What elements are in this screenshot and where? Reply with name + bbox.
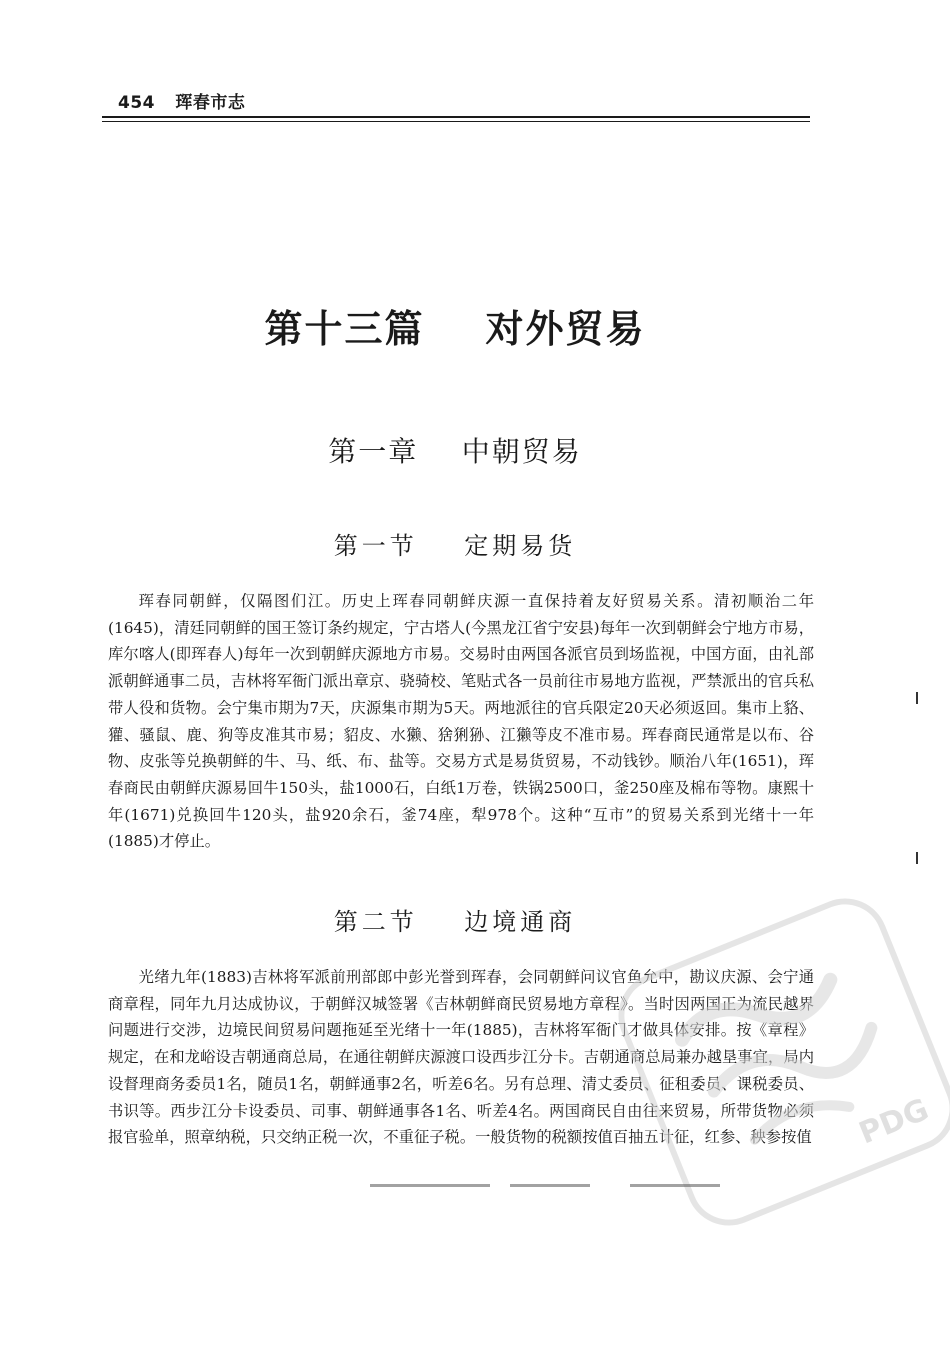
scan-artifact <box>370 1184 490 1187</box>
watermark-glyph-stroke <box>709 1016 882 1117</box>
watermark-glyph-stroke <box>751 1092 850 1145</box>
header-rule-thin <box>102 121 810 122</box>
scan-artifact <box>510 1184 590 1187</box>
scan-artifact <box>916 692 918 704</box>
page-number: 454 <box>118 93 155 113</box>
watermark-text: PDG <box>854 1092 934 1152</box>
running-header <box>118 88 245 113</box>
scan-artifact <box>916 852 918 864</box>
header-rule-thick <box>102 116 810 118</box>
watermark-glyph-stroke <box>677 967 839 1060</box>
chapter-title: 第一章 中朝贸易 <box>328 435 582 468</box>
section-2-paragraph: 光绪九年(1883)吉林将军派前刑部郎中彭光誉到珲春，会同朝鲜问议官鱼允中，勘议庆源、会宁通商章程，同年九月达成协议，于朝鲜汉城签署《吉林朝鲜商民贸易地方章程》。当时因两国正为流民越界问题进行交涉，边境民间贸易问题拖延至光绪十一年(1885)，吉林将军衙门才做具体安排。按《章程》规定，在和龙峪设吉朝通商总局，在通往朝鲜庆源渡口设西步江分卡。吉朝通商总局兼办越垦事宜，局内设督理商务委员1名，随员1名，朝鲜通事2名，听差6名。另有总理、清丈委员、征租委员、课税委员、书识等。西步江分卡设委员、司事、朝鲜通事各1名、听差4名。两国商民自由往来贸易，所带货物必须报官验单，照章纳税，只交纳正税一次，不重征子税。一般货物的税额按值百抽五计征，红参、秧参按值 <box>108 968 814 1147</box>
section-title-1: 第一节 定期易货 <box>333 532 577 560</box>
book-title: 珲春市志 <box>175 93 246 113</box>
part-title: 第十三篇 对外贸易 <box>264 307 646 351</box>
scan-artifact <box>630 1184 720 1187</box>
section-1-paragraph: 珲春同朝鲜，仅隔图们江。历史上珲春同朝鲜庆源一直保持着友好贸易关系。清初顺治二年(1645)，清廷同朝鲜的国王签订条约规定，宁古塔人(今黑龙江省宁安县)每年一次到朝鲜会宁地方市易，库尔喀人(即珲春人)每年一次到朝鲜庆源地方市易。交易时由两国各派官员到场监视，中国方面，由礼部派朝鲜通事二员，吉林将军衙门派出章京、骁骑校、笔贴式各一员前往市易地方监视，严禁派出的官兵私带人役和货物。会宁集市期为7天，庆源集市期为5天。两地派往的官兵限定20天必须返回。集市上貉、獾、骚鼠、鹿、狗等皮准其市易；貂皮、水獭、猞猁狲、江獭等皮不准市易。珲春商民通常是以布、谷物、皮张等兑换朝鲜的牛、马、纸、布、盐等。交易方式是易货贸易，不动钱钞。顺治八年(1651)，珲春商民由朝鲜庆源易回牛150头，盐1000石，白纸1万卷，铁锅2500口，釜250座及棉布等物。康熙十年(1671)兑换回牛120头，盐920余石，釜74座，犁978个。这种“互市”的贸易关系到光绪十一年(1885)才停止。 <box>108 592 814 851</box>
section-title-2: 第二节 边境通商 <box>333 908 577 936</box>
